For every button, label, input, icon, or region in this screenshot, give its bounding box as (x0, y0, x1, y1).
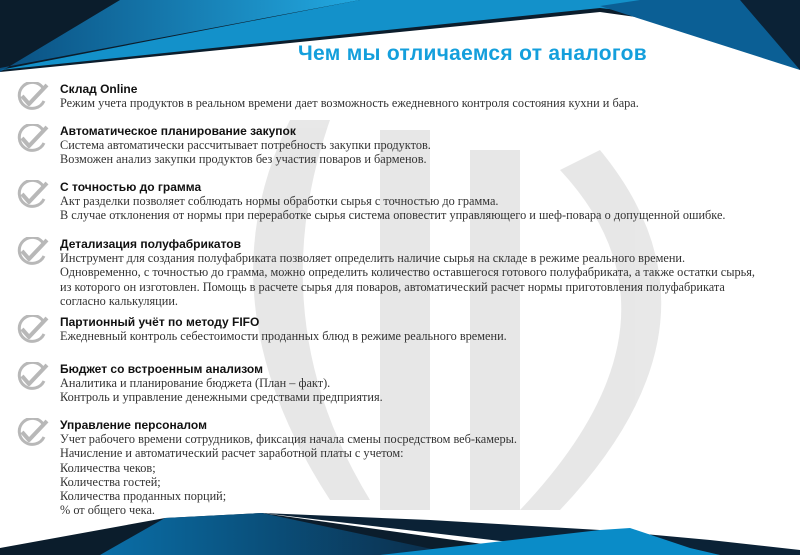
description-line: Инструмент для создания полуфабриката позволяет определить наличие сырья на складе в режиме реального времени. (60, 251, 686, 265)
description-line: Аналитика и планирование бюджета (План – факт). (60, 376, 331, 390)
check-icon (16, 124, 50, 154)
feature-description (60, 432, 517, 518)
feature-heading: С точностью до грамма (60, 180, 202, 194)
description-line: Возможен анализ закупки продуктов без участия поваров и барменов. (60, 152, 427, 167)
feature-heading: Управление персоналом (60, 418, 207, 432)
description-line: В случае отклонения от нормы при переработке сырья система оповестит управляющего и шеф-повара о допущенной ошибке. (60, 208, 726, 223)
check-icon (16, 180, 50, 210)
check-icon (16, 82, 50, 112)
check-icon (16, 418, 50, 448)
description-line: Одновременно, с точностью до грамма, можно определить количество оставшегося готового полуфабриката, а также остатки сырья, (60, 265, 755, 280)
feature-heading: Склад Online (60, 82, 138, 96)
feature-description (60, 329, 507, 343)
description-line: Количества проданных порций; (60, 489, 227, 504)
feature-description (60, 96, 639, 110)
check-icon (16, 362, 50, 392)
description-line: Начисление и автоматический расчет заработной платы с учетом: (60, 446, 404, 461)
feature-heading: Бюджет со встроенным анализом (60, 362, 263, 376)
description-line: % от общего чека. (60, 503, 156, 518)
description-line: Режим учета продуктов в реальном времени дает возможность ежедневного контроля состояния кухни и бара. (60, 96, 639, 110)
description-line: из которого он изготовлен. Помощь в расчете сырья для поваров, автоматический расчет нормы приготовления полуфабриката (60, 279, 725, 294)
description-line: Количества гостей; (60, 474, 161, 489)
check-icon (16, 237, 50, 267)
feature-heading: Автоматическое планирование закупок (60, 124, 296, 138)
feature-heading: Детализация полуфабрикатов (60, 237, 241, 251)
description-line: согласно калькуляции. (60, 293, 178, 308)
description-line: Контроль и управление денежными средствами предприятия. (60, 390, 383, 405)
description-line: Система автоматически рассчитывает потребность закупки продуктов. (60, 138, 431, 152)
description-line: Ежедневный контроль себестоимости проданных блюд в режиме реального времени. (60, 329, 507, 343)
check-icon (16, 315, 50, 345)
description-line: Акт разделки позволяет соблюдать нормы обработки сырья с точностью до грамма. (60, 194, 499, 208)
feature-description (60, 251, 755, 308)
feature-heading: Партионный учёт по методу FIFO (60, 315, 260, 329)
page-title: Чем мы отличаемся от аналогов (298, 42, 647, 65)
feature-description (60, 138, 431, 167)
description-line: Учет рабочего времени сотрудников, фиксация начала смены посредством веб-камеры. (60, 432, 517, 446)
feature-description (60, 194, 726, 223)
feature-description (60, 376, 383, 405)
description-line: Количества чеков; (60, 460, 156, 475)
